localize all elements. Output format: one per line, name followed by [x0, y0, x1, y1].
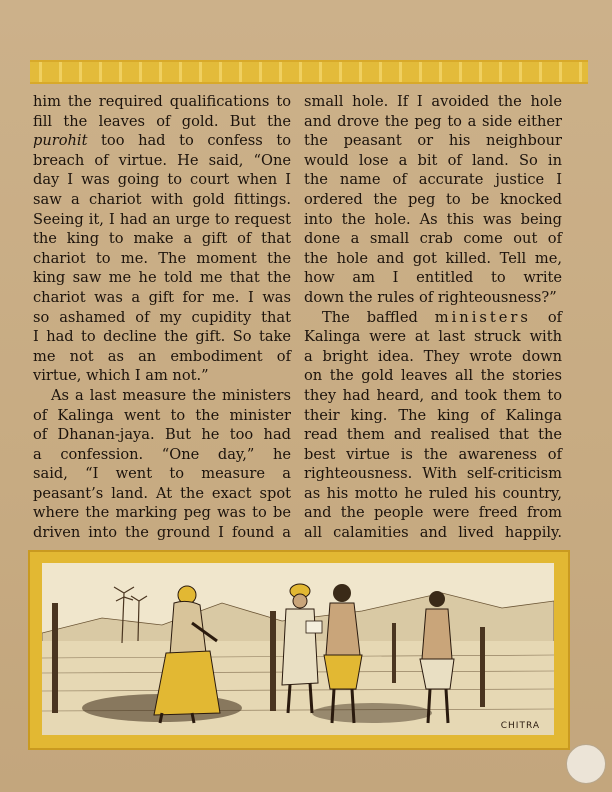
text-line: a confession. “One day,” he [33, 445, 291, 463]
text-line: the hole and got killed. Tell me, [304, 249, 562, 267]
text-line: so ashamed of my cupidity that [33, 308, 291, 326]
text-line: read them and realised that the [304, 426, 562, 444]
text-line: me not as an embodiment of [33, 347, 291, 365]
text-line: the king to make a gift of that [33, 230, 291, 248]
text-line: virtue, which I am not.” [33, 367, 209, 385]
text-line: chariot to me. The moment the [33, 249, 291, 267]
text-line: all calamities and lived happily. [304, 524, 562, 542]
text-line: fill the leaves of gold. But the [33, 112, 291, 130]
text-line: where the marking peg was to be [33, 504, 291, 522]
text-line: their king. The king of Kalinga [304, 406, 562, 424]
text-line: the name of accurate justice I [304, 171, 562, 189]
text-line: righteousness. With self-criticism [304, 465, 562, 483]
right-column [304, 92, 562, 543]
decorative-border-band [30, 60, 588, 84]
text-line: as his motto he ruled his country, [304, 484, 562, 502]
text-line: a bright idea. They wrote down [304, 347, 562, 365]
text-line: and drove the peg to a side either [304, 112, 562, 130]
purohit-word: purohit [33, 132, 88, 150]
text-line: driven into the ground I found a [33, 524, 291, 542]
text-line: peasant’s land. At the exact spot [33, 484, 291, 502]
text-line: Kalinga were at last struck with [304, 328, 562, 346]
illustrator-signature: CHITRA [500, 721, 540, 731]
text-line: purohit too had to confess to [33, 132, 291, 150]
text-line: best virtue is the awareness of [304, 445, 562, 463]
text-line: king saw me he told me that the [33, 269, 291, 287]
watermark-stamp [566, 744, 606, 784]
text-line: The baffled ministers of [322, 308, 563, 326]
illustration-drawing [42, 563, 554, 735]
text-line: done a small crab come out of [304, 230, 562, 248]
text-line: into the hole. As this was being [304, 210, 562, 228]
text-line: on the gold leaves all the stories [304, 367, 562, 385]
text-line: him the required qualifications to [33, 93, 291, 110]
text-line: breach of virtue. He said, “One [33, 151, 291, 169]
text-line: down the rules of righteousness?” [304, 288, 557, 306]
text-line: and the people were freed from [304, 504, 562, 522]
illustration [42, 563, 554, 735]
text-line: said, “I went to measure a [33, 465, 291, 483]
text-line: Seeing it, I had an urge to request [33, 210, 291, 228]
text-line: they had heard, and took them to [304, 386, 562, 404]
text-line: would lose a bit of land. So in [304, 151, 562, 169]
text-line: ordered the peg to be knocked [304, 190, 562, 208]
text-line: As a last measure the ministers [51, 386, 291, 404]
text-line: I had to decline the gift. So take [33, 328, 291, 346]
text-line: small hole. If I avoided the hole [304, 93, 562, 110]
left-column [33, 92, 291, 543]
text-line: the peasant or his neighbour [304, 132, 562, 150]
text-line: chariot was a gift for me. I was [33, 288, 291, 306]
text-line: saw a chariot with gold fittings. [33, 190, 291, 208]
text-line: how am I entitled to write [304, 269, 562, 287]
illustration-frame [28, 550, 570, 750]
text-line: of Dhanan-jaya. But he too had [33, 426, 291, 444]
text-line: day I was going to court when I [33, 171, 291, 189]
text-line: of Kalinga went to the minister [33, 406, 291, 424]
